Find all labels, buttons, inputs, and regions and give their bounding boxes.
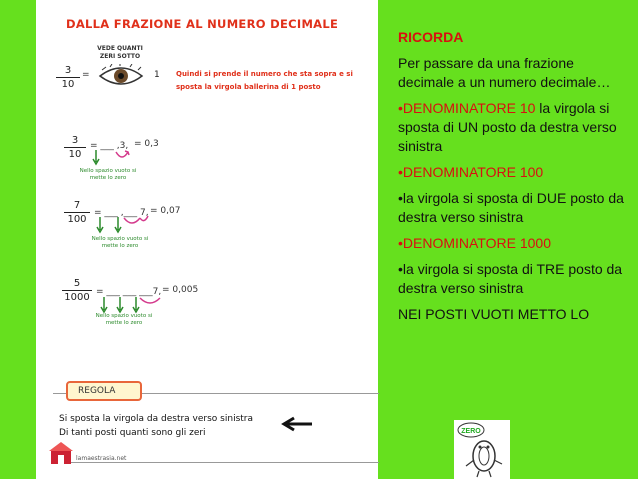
reminder-item-text: •la virgola si sposta di DUE posto da destra verso sinistra bbox=[398, 190, 624, 225]
reminder-item-label: •DENOMINATORE 1000 bbox=[398, 235, 551, 251]
green-arrow-3-a bbox=[101, 297, 107, 312]
reminder-closing: NEI POSTI VUOTI METTO LO bbox=[398, 306, 590, 322]
example-denominator: 10 bbox=[68, 149, 82, 160]
reminder-item-label: •DENOMINATORE 10 bbox=[398, 100, 536, 116]
example-expression-1: = ___ ,3, bbox=[90, 141, 129, 151]
mascot-text: ZERO bbox=[461, 428, 481, 435]
eye-caption: VEDE QUANTI ZERI SOTTO bbox=[97, 45, 143, 60]
pink-arc-3 bbox=[140, 298, 160, 303]
zero-mascot-icon bbox=[454, 420, 510, 479]
rule-line-1: Si sposta la virgola da destra verso sinistra bbox=[59, 414, 253, 424]
example-denominator: 1000 bbox=[64, 292, 90, 303]
worksheet-image bbox=[36, 0, 378, 479]
green-arrow-3-c bbox=[133, 297, 139, 312]
example-numerator: 7 bbox=[73, 200, 81, 211]
reminder-item-5 bbox=[398, 260, 630, 298]
rule-line-2: Di tanti posti quanti sono gli zeri bbox=[59, 428, 206, 438]
reminder-panel bbox=[398, 28, 630, 331]
logo-icon bbox=[48, 440, 74, 466]
intro-one: 1 bbox=[154, 70, 160, 80]
pink-arc-2-a bbox=[124, 218, 140, 223]
reminder-item-text: la virgola si sposta di UN posto da destra verso sinistra bbox=[398, 100, 617, 154]
intro-numerator: 3 bbox=[64, 65, 72, 76]
example-note-3: Nello spazio vuoto si mette lo zero bbox=[95, 313, 153, 326]
example-numerator: 3 bbox=[71, 135, 79, 146]
green-arrow-2-b bbox=[115, 217, 121, 232]
example-note-2: Nello spazio vuoto si mette lo zero bbox=[91, 236, 149, 249]
example-expression-2: = ___ ,___ 7, bbox=[94, 208, 149, 218]
green-arrow-3-b bbox=[117, 297, 123, 312]
pink-arc-1 bbox=[116, 151, 129, 157]
example-result-1: = 0,3 bbox=[134, 139, 159, 149]
worksheet-title: DALLA FRAZIONE AL NUMERO DECIMALE bbox=[66, 17, 339, 31]
logo-text: lamaestrasia.net bbox=[76, 455, 127, 462]
example-note-1: Nello spazio vuoto si mette lo zero bbox=[79, 168, 137, 181]
reminder-heading: RICORDA bbox=[398, 29, 464, 45]
green-arrow-2-a bbox=[97, 217, 103, 232]
rule-label: REGOLA bbox=[66, 381, 142, 401]
example-expression-3: = ___ ___ ___7, bbox=[96, 287, 162, 297]
intro-equals: = bbox=[82, 70, 90, 80]
example-denominator: 100 bbox=[67, 214, 87, 225]
example-numerator: 5 bbox=[73, 278, 81, 289]
reminder-intro: Per passare da una frazione decimale a un numero decimale… bbox=[398, 55, 611, 90]
pink-arc-2-b bbox=[140, 216, 148, 221]
intro-denominator: 10 bbox=[61, 79, 75, 90]
intro-instruction: Quindi si prende il numero che sta sopra e si sposta la virgola ballerina di 1 posto bbox=[176, 70, 353, 91]
green-arrow-1 bbox=[93, 150, 99, 164]
reminder-item-2 bbox=[398, 163, 630, 182]
reminder-item-3 bbox=[398, 189, 630, 227]
reminder-item-label: •DENOMINATORE 100 bbox=[398, 164, 544, 180]
example-result-3: = 0,005 bbox=[162, 285, 199, 295]
reminder-item-1 bbox=[398, 99, 630, 156]
reminder-item-text: •la virgola si sposta di TRE posto da destra verso sinistra bbox=[398, 261, 623, 296]
example-result-2: = 0,07 bbox=[150, 206, 181, 216]
reminder-item-4 bbox=[398, 234, 630, 253]
